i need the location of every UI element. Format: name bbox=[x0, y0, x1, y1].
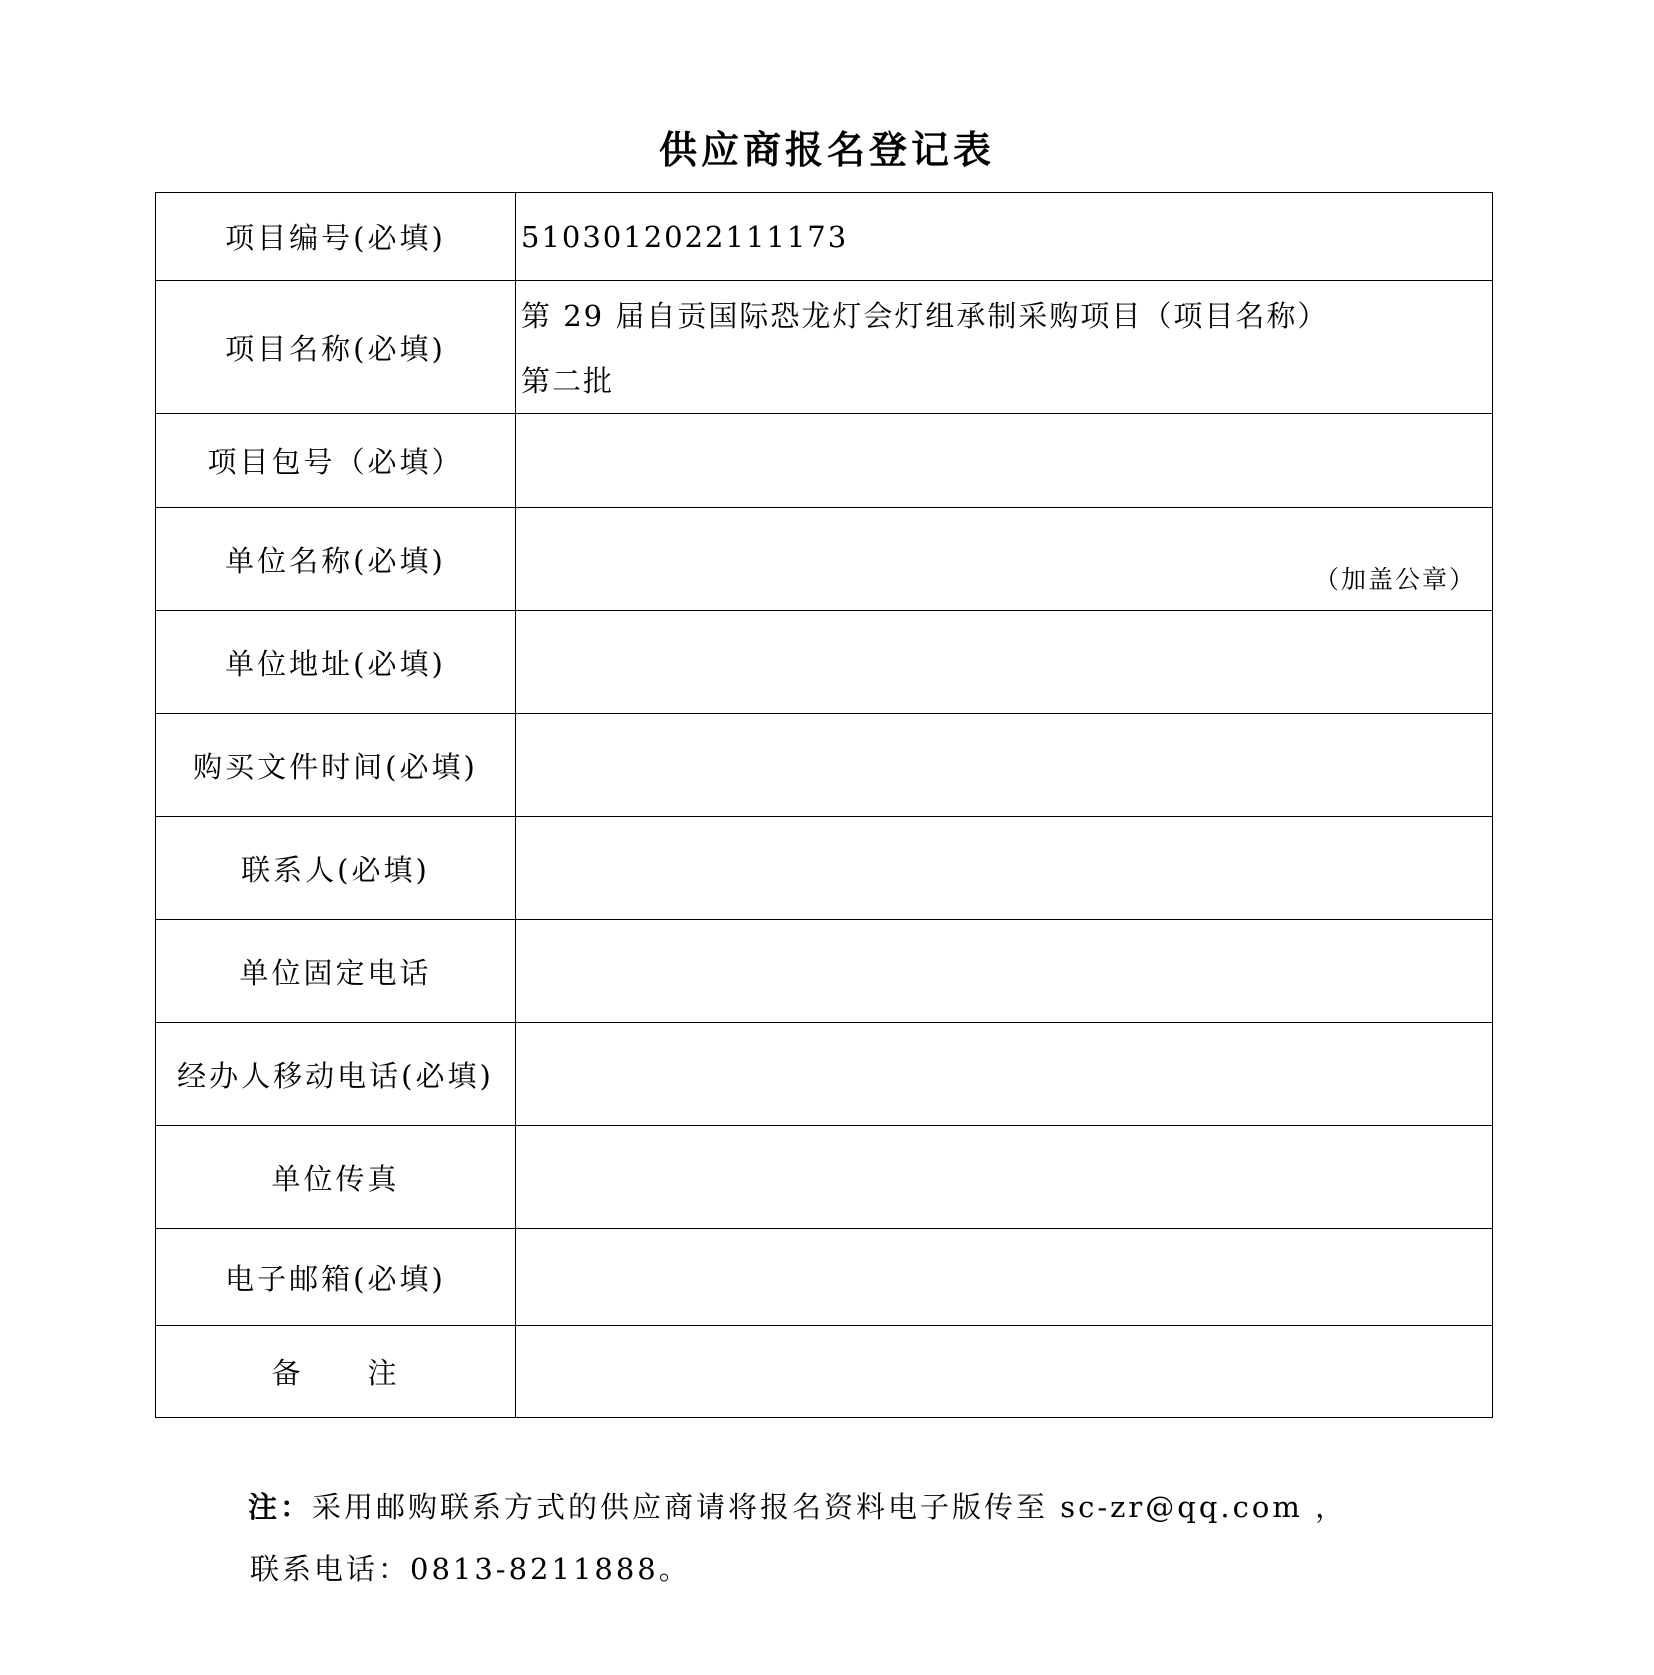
field-project-number[interactable] bbox=[516, 193, 1493, 281]
footer-note bbox=[248, 1476, 1498, 1538]
form-row-landline bbox=[156, 920, 1493, 1023]
label-fax: 单位传真 bbox=[156, 1126, 516, 1229]
label-contact-person: 联系人(必填) bbox=[156, 817, 516, 920]
field-package-number[interactable] bbox=[516, 414, 1493, 508]
field-email[interactable] bbox=[516, 1229, 1493, 1326]
value-project-name: 第 29 届自贡国际恐龙灯会灯组承制采购项目（项目名称） bbox=[521, 299, 1329, 333]
label-purchase-time: 购买文件时间(必填) bbox=[156, 714, 516, 817]
form-row-contact-person bbox=[156, 817, 1493, 920]
field-fax[interactable] bbox=[516, 1126, 1493, 1229]
form-row-remarks bbox=[156, 1326, 1493, 1418]
field-company-address[interactable] bbox=[516, 611, 1493, 714]
field-company-name[interactable] bbox=[516, 508, 1493, 611]
seal-note: （加盖公章） bbox=[1313, 565, 1476, 594]
value-project-number: 5103012022111173 bbox=[521, 219, 849, 254]
footer-contact-line: 联系电话：0813-8211888。 bbox=[250, 1552, 691, 1586]
document-title: 供应商报名登记表 bbox=[658, 128, 995, 172]
label-email: 电子邮箱(必填) bbox=[156, 1229, 516, 1326]
registration-form-table bbox=[155, 192, 1493, 1418]
form-row-company-address bbox=[156, 611, 1493, 714]
field-contact-person[interactable] bbox=[516, 817, 1493, 920]
label-company-name: 单位名称(必填) bbox=[156, 508, 516, 611]
form-row-email bbox=[156, 1229, 1493, 1326]
form-row-project-name bbox=[156, 281, 1493, 414]
field-project-name[interactable] bbox=[516, 281, 1493, 414]
form-row-fax bbox=[156, 1126, 1493, 1229]
label-remarks bbox=[156, 1326, 516, 1418]
value-project-name-line2: 第二批 bbox=[521, 364, 615, 398]
form-row-project-number bbox=[156, 193, 1493, 281]
field-remarks[interactable] bbox=[516, 1326, 1493, 1418]
form-row-mobile bbox=[156, 1023, 1493, 1126]
label-landline: 单位固定电话 bbox=[156, 920, 516, 1023]
form-row-company-name bbox=[156, 508, 1493, 611]
form-row-purchase-time bbox=[156, 714, 1493, 817]
label-mobile: 经办人移动电话(必填) bbox=[156, 1023, 516, 1126]
label-remarks-part2: 注 bbox=[367, 1356, 400, 1390]
field-landline[interactable] bbox=[516, 920, 1493, 1023]
label-remarks-part1: 备 bbox=[271, 1356, 304, 1390]
field-purchase-time[interactable] bbox=[516, 714, 1493, 817]
footer-note-text: 采用邮购联系方式的供应商请将报名资料电子版传至 sc-zr@qq.com ， bbox=[312, 1490, 1348, 1524]
form-row-package-number bbox=[156, 414, 1493, 508]
label-package-number: 项目包号（必填） bbox=[156, 414, 516, 508]
footer-note-prefix: 注： bbox=[248, 1490, 313, 1524]
field-mobile[interactable] bbox=[516, 1023, 1493, 1126]
label-company-address: 单位地址(必填) bbox=[156, 611, 516, 714]
label-project-name: 项目名称(必填) bbox=[156, 281, 516, 414]
label-project-number: 项目编号(必填) bbox=[156, 193, 516, 281]
